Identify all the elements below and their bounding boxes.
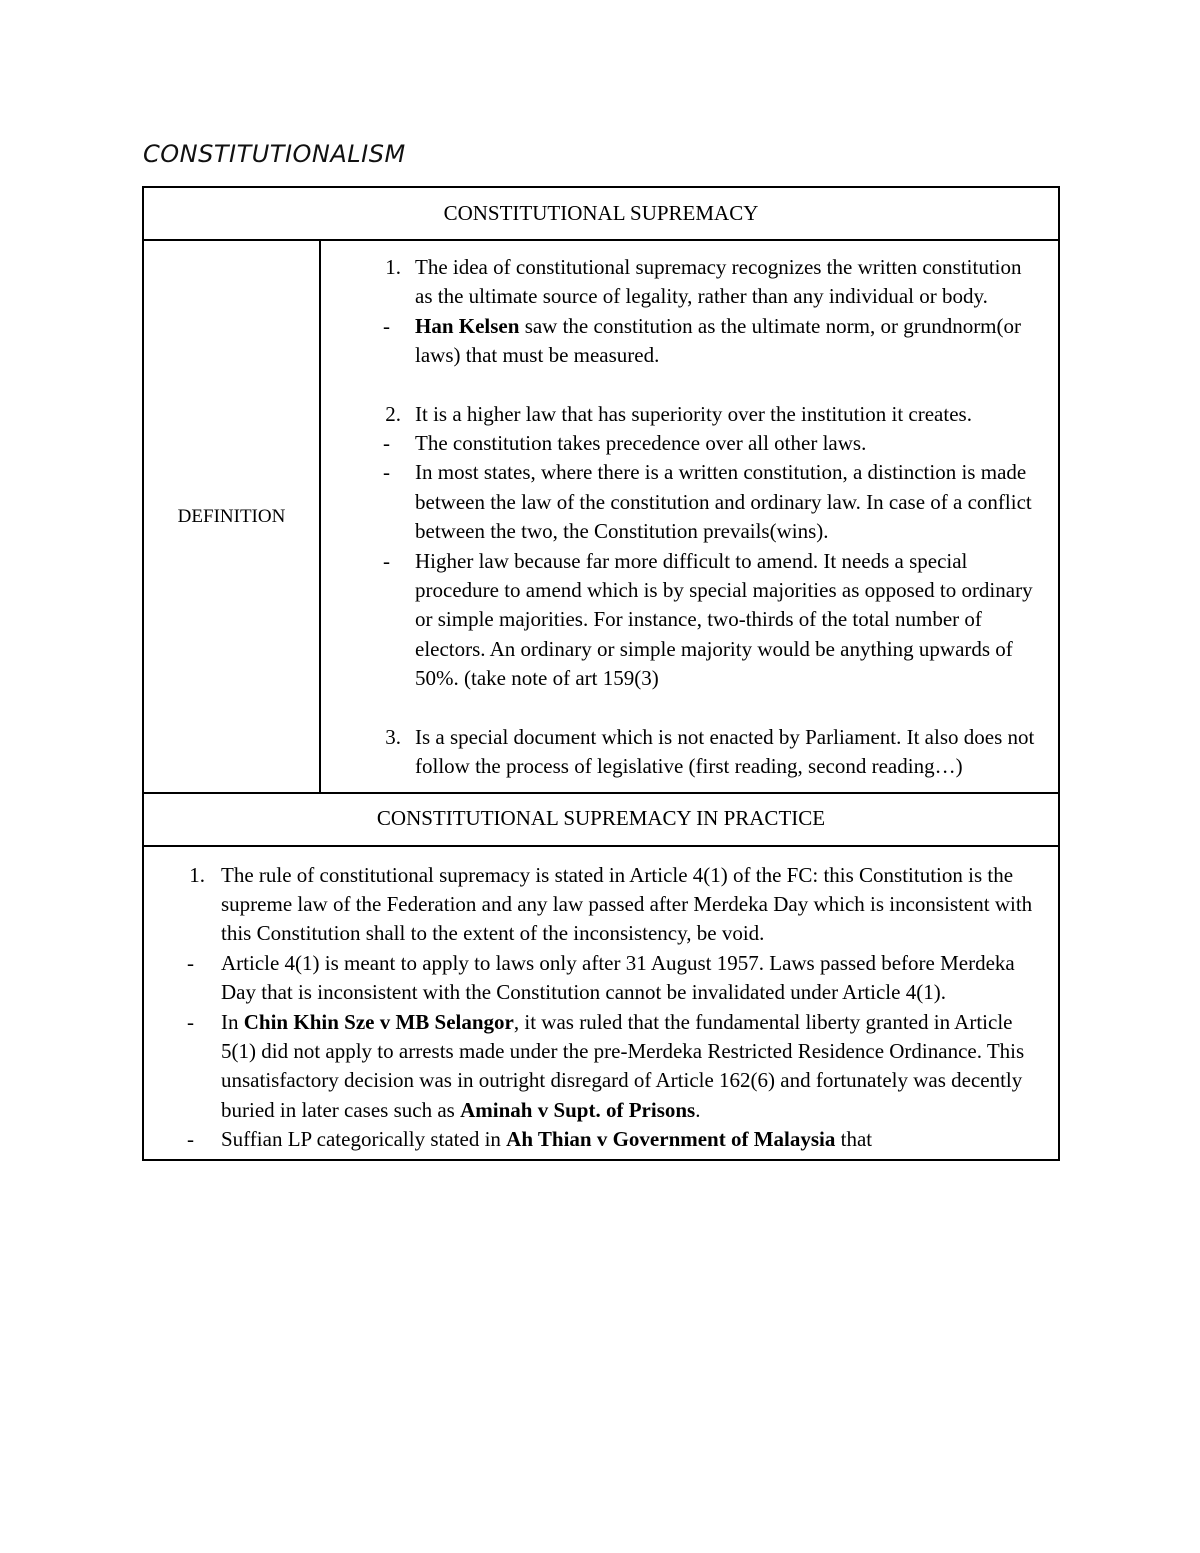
list-item [144,861,1044,949]
list-item [144,1125,1044,1154]
list-text: The rule of constitutional supremacy is stated in Article 4(1) of the FC: this Constitution is the supreme law of the Federation and any law passed after Merdeka Day which is inconsistent with this Constitution shall to the extent of the inconsistency, be void. [221,862,1033,946]
list-marker: - [383,460,390,485]
list-item [321,253,1044,312]
case-name: Ah Thian v Government of Malaysia [506,1127,836,1152]
page-title: CONSTITUTIONALISM [143,140,406,168]
list-item [321,723,1044,782]
list-marker: 1. [385,255,401,279]
list-marker: - [383,313,390,338]
practice-content [144,845,1058,1159]
definition-row [144,239,1058,792]
definition-label: DEFINITION [144,241,321,792]
list-text: Is a special document which is not enacted by Parliament. It also does not follow the process of legislative (first reading, second reading…) [415,724,1035,779]
list-marker: - [187,950,194,975]
list-item [321,429,1044,458]
list-marker: - [383,548,390,573]
list-marker: - [383,431,390,456]
list-text: The constitution takes precedence over all other laws. [415,431,867,456]
list-item [321,400,1044,429]
list-text: The idea of constitutional supremacy recognizes the written constitution as the ultimate source of legality, rather than any individual or body. [415,255,1022,309]
list-text: It is a higher law that has superiority over the institution it creates. [415,401,972,426]
list-marker: 2. [385,401,401,426]
list-text: Article 4(1) is meant to apply to laws only after 31 August 1957. Laws passed before Merdeka Day that is inconsistent with the Constitution cannot be invalidated under Article 4(1). [221,950,1015,1005]
section-header-practice: CONSTITUTIONAL SUPREMACY IN PRACTICE [144,792,1058,845]
list-text: In most states, where there is a written constitution, a distinction is made between the law of the constitution and ordinary law. In case of a conflict between the two, the Constitution prevails(wins). [415,460,1032,544]
case-name: Aminah v Supt. of Prisons [460,1097,696,1122]
list-text: Han Kelsen saw the constitution as the ultimate norm, or grundnorm(or laws) that must be measured. [415,313,1022,368]
section-header-supremacy: CONSTITUTIONAL SUPREMACY [443,200,759,225]
list-marker: 1. [189,862,205,887]
list-text: In Chin Khin Sze v MB Selangor, it was ruled that the fundamental liberty granted in Article 5(1) did not apply to arrests made under the pre-Merdeka Restricted Residence Ordinance. This unsatisfactory decision was in outright disregard of Article 162(6) and fortunately was decently buried in later cases such as Aminah v Supt. of Prisons. [221,1009,1025,1122]
list-text: Higher law because far more difficult to amend. It needs a special procedure to amend which is by special majorities as opposed to ordinary or simple majorities. For instance, two-thirds of the total number of electors. An ordinary or simple majority would be anything upwards of 50%. (take note of art 159(3) [415,548,1033,691]
author-name: Han Kelsen [415,313,520,338]
notes-table [142,186,1060,1161]
list-marker: 3. [385,724,401,749]
list-item [321,458,1044,546]
list-item [144,949,1044,1008]
list-item [321,312,1044,371]
definition-content [321,241,1058,792]
case-name: Chin Khin Sze v MB Selangor [243,1009,514,1034]
list-marker: - [187,1127,194,1152]
list-text: Suffian LP categorically stated in Ah Thian v Government of Malaysia that [221,1127,873,1152]
list-item [144,1008,1044,1126]
list-marker: - [187,1009,194,1034]
list-item [321,547,1044,694]
